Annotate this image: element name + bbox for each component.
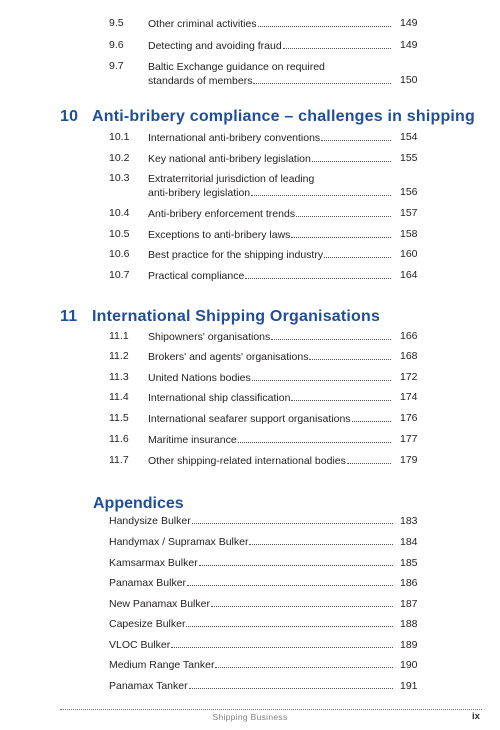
dot-leader	[283, 48, 391, 49]
appendix-page: 184	[400, 536, 418, 548]
appendices-heading: Appendices	[93, 495, 184, 512]
entry-number: 11.5	[109, 412, 129, 424]
dot-leader	[171, 647, 393, 648]
appendix-title: Panamax Tanker	[109, 680, 188, 692]
dot-leader	[291, 237, 391, 238]
footer-book-title: Shipping Business	[212, 712, 288, 722]
entry-title-cont: anti-bribery legislation	[148, 187, 251, 199]
entry-number: 9.7	[109, 60, 124, 72]
entry-number: 10.6	[109, 248, 130, 260]
appendix-title: Panamax Bulker	[109, 577, 187, 589]
entry-number: 10.2	[109, 152, 130, 164]
dot-leader	[238, 442, 391, 443]
footer-divider	[60, 709, 482, 710]
dot-leader	[199, 565, 393, 566]
dot-leader	[192, 523, 393, 524]
entry-number: 9.6	[109, 39, 124, 51]
appendix-entry[interactable]	[109, 639, 418, 651]
appendix-entry[interactable]	[109, 557, 418, 569]
appendix-page: 185	[400, 557, 418, 569]
chapter-title: International Shipping Organisations	[92, 308, 381, 325]
entry-number: 11.6	[109, 433, 129, 445]
entry-number: 11.4	[109, 391, 129, 403]
appendix-title: Kamsarmax Bulker	[109, 557, 198, 569]
entry-number: 11.1	[109, 330, 129, 342]
entry-title: Maritime insurance	[148, 434, 237, 446]
entry-title: United Nations bodies	[148, 372, 251, 384]
appendix-page: 191	[400, 680, 418, 692]
appendix-entry[interactable]	[109, 577, 418, 589]
appendix-entry[interactable]	[109, 659, 418, 671]
appendix-entry[interactable]	[109, 515, 418, 527]
entry-page: 166	[400, 330, 418, 342]
entry-number: 9.5	[109, 17, 124, 29]
entry-number: 10.1	[109, 131, 130, 143]
entry-title: Extraterritorial jurisdiction of leading	[148, 173, 315, 185]
dot-leader	[347, 463, 391, 464]
dot-leader	[291, 400, 391, 401]
dot-leader	[296, 216, 391, 217]
entry-title-cont: standards of members	[148, 75, 253, 87]
entry-page: 164	[400, 269, 418, 281]
appendix-page: 190	[400, 659, 418, 671]
dot-leader	[352, 421, 391, 422]
appendix-title: New Panamax Bulker	[109, 598, 210, 610]
entry-number: 11.3	[109, 371, 129, 383]
chapter-heading-11[interactable]	[60, 308, 380, 326]
entry-title: Other shipping-related international bodies	[148, 455, 346, 467]
appendix-entry[interactable]	[109, 536, 418, 548]
chapter-number: 11	[60, 308, 78, 325]
entry-title: Detecting and avoiding fraud	[148, 40, 282, 52]
dot-leader	[186, 626, 393, 627]
dot-leader	[321, 140, 391, 141]
entry-title: Best practice for the shipping industry	[148, 249, 324, 261]
appendix-title: VLOC Bulker	[109, 639, 171, 651]
entry-title: International ship classification	[148, 392, 291, 404]
entry-page: 177	[400, 433, 418, 445]
chapter-title: Anti-bribery compliance – challenges in shipping	[92, 108, 476, 125]
entry-title: Baltic Exchange guidance on required	[148, 61, 325, 73]
dot-leader	[258, 26, 391, 27]
dot-leader	[187, 585, 393, 586]
appendix-page: 183	[400, 515, 418, 527]
entry-page: 158	[400, 228, 418, 240]
appendix-title: Medium Range Tanker	[109, 659, 215, 671]
appendix-title: Capesize Bulker	[109, 618, 186, 630]
dot-leader	[215, 667, 393, 668]
dot-leader	[253, 83, 391, 84]
dot-leader	[252, 380, 391, 381]
entry-page: 149	[400, 39, 418, 51]
chapter-heading-10[interactable]	[60, 108, 475, 126]
footer-page-number: ix	[472, 711, 480, 722]
entry-title: Key national anti-bribery legislation	[148, 153, 311, 165]
appendix-title: Handymax / Supramax Bulker	[109, 536, 249, 548]
entry-number: 11.7	[109, 454, 129, 466]
appendix-title: Handysize Bulker	[109, 515, 191, 527]
appendix-page: 187	[400, 598, 418, 610]
appendix-entry[interactable]	[109, 680, 418, 692]
dot-leader	[251, 195, 391, 196]
dot-leader	[245, 278, 391, 279]
dot-leader	[249, 544, 393, 545]
entry-title: Other criminal activities	[148, 18, 257, 30]
dot-leader	[189, 688, 393, 689]
entry-number: 10.4	[109, 207, 130, 219]
dot-leader	[211, 606, 393, 607]
entry-page: 176	[400, 412, 418, 424]
entry-title: Anti-bribery enforcement trends	[148, 208, 296, 220]
appendix-page: 186	[400, 577, 418, 589]
appendix-entry[interactable]	[109, 598, 418, 610]
entry-number: 10.7	[109, 269, 130, 281]
chapter-number: 10	[60, 108, 79, 125]
entry-page: 150	[400, 74, 418, 86]
entry-title: International anti-bribery conventions	[148, 132, 321, 144]
entry-number: 10.5	[109, 228, 130, 240]
entry-page: 149	[400, 17, 418, 29]
entry-number: 10.3	[109, 172, 130, 184]
appendix-entry[interactable]	[109, 618, 418, 630]
entry-page: 154	[400, 131, 418, 143]
entry-page: 157	[400, 207, 418, 219]
dot-leader	[312, 161, 391, 162]
entry-page: 179	[400, 454, 418, 466]
entry-title: Brokers' and agents' organisations	[148, 351, 309, 363]
entry-page: 174	[400, 391, 418, 403]
dot-leader	[324, 257, 391, 258]
dot-leader	[309, 359, 391, 360]
entry-title: Shipowners' organisations	[148, 331, 271, 343]
entry-page: 172	[400, 371, 418, 383]
entry-page: 168	[400, 350, 418, 362]
entry-page: 155	[400, 152, 418, 164]
dot-leader	[271, 339, 391, 340]
entry-title: Practical compliance	[148, 270, 245, 282]
entry-page: 156	[400, 186, 418, 198]
entry-page: 160	[400, 248, 418, 260]
appendix-page: 189	[400, 639, 418, 651]
entry-title: Exceptions to anti-bribery laws	[148, 229, 291, 241]
entry-number: 11.2	[109, 350, 129, 362]
entry-title: International seafarer support organisations	[148, 413, 351, 425]
appendix-page: 188	[400, 618, 418, 630]
